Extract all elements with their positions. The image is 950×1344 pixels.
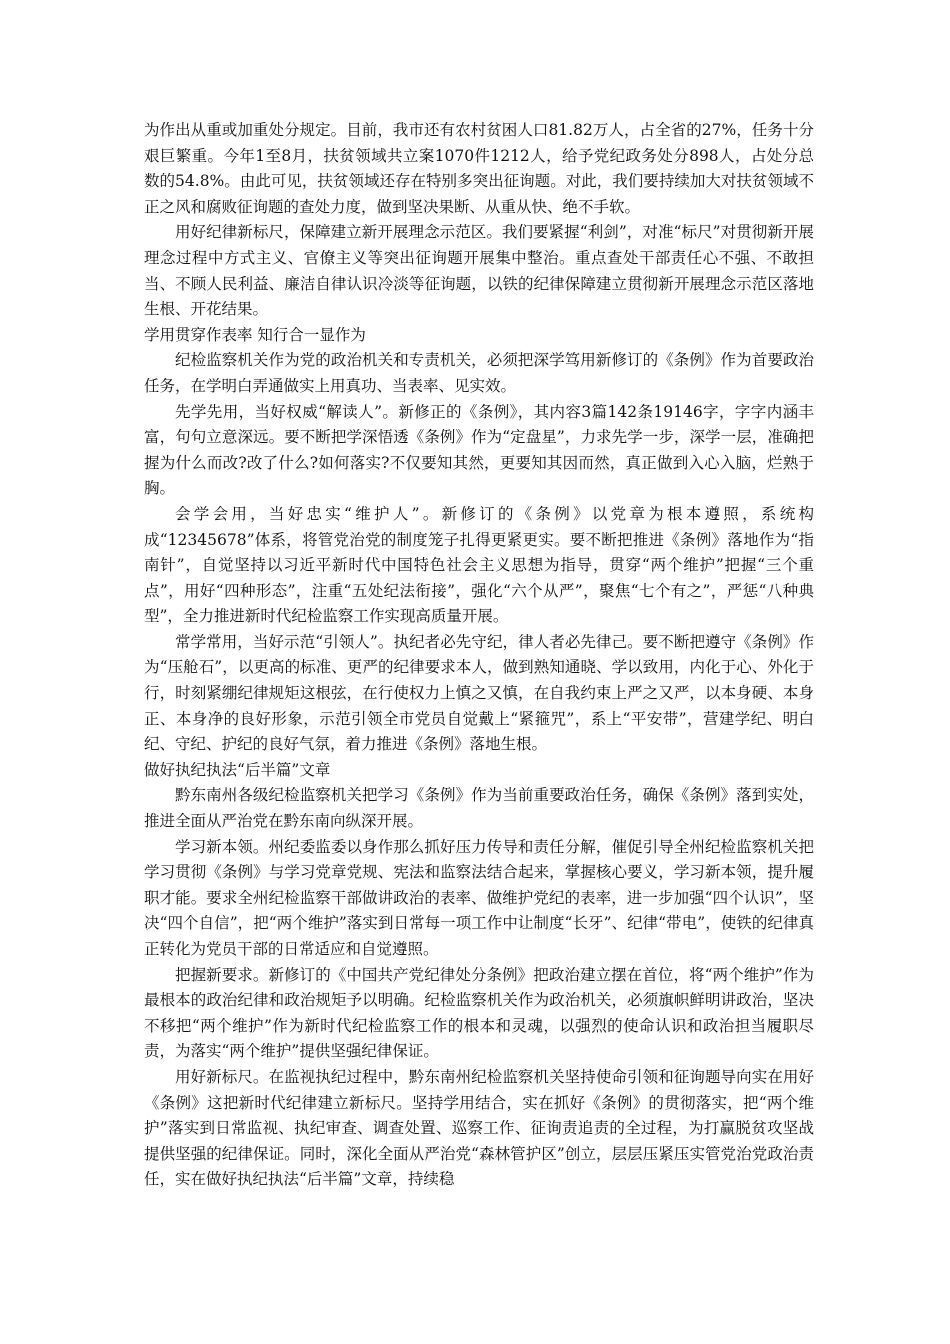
- paragraph: 用好新标尺。在监视执纪过程中，黔东南州纪检监察机关坚持使命引领和征询题导向实在用好《条例》这把新时代纪律建立新标尺。坚持学用结合，实在抓好《条例》的贯彻落实，把“两个维护”落实到日常监视、执纪审查、调查处置、巡察工作、征询责追责的全过程，为打赢脱贫攻坚战提供坚强的纪律保证。同时，深化全面从严治党“森林管护区”创立，层层压紧压实管党治党政治责任，实在做好执纪执法“后半篇”文章，持续稳: [144, 1067, 814, 1189]
- section-heading: 学用贯穿作表率 知行合一显作为: [144, 325, 366, 344]
- paragraph: 先学先用，当好权威“解读人”。新修正的《条例》，其内容3篇142条19146字，字字内涵丰富，句句立意深远。要不断把学深悟透《条例》作为“定盘星”，力求先学一步，深学一层，准确把握为什么而改?改了什么?如何落实?不仅要知其然，更要知其因而然，真正做到入心入脑，烂熟于胸。: [144, 402, 814, 498]
- paragraph: 会学会用，当好忠实“维护人”。新修订的《条例》以党章为根本遵照，系统构成“12345678”体系，将管党治党的制度笼子扎得更紧更实。要不断把推进《条例》落地作为“指南针”，自觉坚持以习近平新时代中国特色社会主义思想为指导，贯穿“两个维护”把握“三个重点”，用好“四种形态”，注重“五处纪法衔接”，强化“六个从严”，聚焦“七个有之”，严惩“八种典型”，全力推进新时代纪检监察工作实现高质量开展。: [144, 504, 814, 626]
- paragraph: 黔东南州各级纪检监察机关把学习《条例》作为当前重要政治任务，确保《条例》落到实处，推进全面从严治党在黔东南向纵深开展。: [144, 786, 814, 831]
- paragraph: 纪检监察机关作为党的政治机关和专责机关，必须把深学笃用新修订的《条例》作为首要政治任务，在学明白弄通做实上用真功、当表率、见实效。: [144, 351, 814, 395]
- paragraph: 把握新要求。新修订的《中国共产党纪律处分条例》把政治建立摆在首位，将“两个维护”作为最根本的政治纪律和政治规矩予以明确。纪检监察机关作为政治机关，必须旗帜鲜明讲政治，坚决不移把“两个维护”作为新时代纪检监察工作的根本和灵魂，以强烈的使命认识和政治担当履职尽责，为落实“两个维护”提供坚强纪律保证。: [144, 965, 814, 1061]
- section-heading: 做好执纪执法“后半篇”文章: [144, 760, 331, 779]
- paragraph: 用好纪律新标尺，保障建立新开展理念示范区。我们要紧握“利剑”，对准“标尺”对贯彻新开展理念过程中方式主义、官僚主义等突出征询题开展集中整治。重点查处干部责任心不强、不敢担当、不顾人民利益、廉洁自律认识冷淡等征询题，以铁的纪律保障建立贯彻新开展理念示范区落地生根、开花结果。: [144, 223, 814, 319]
- paragraph: 常学常用，当好示范“引领人”。执纪者必先守纪，律人者必先律己。要不断把遵守《条例》作为“压舱石”，以更高的标准、更严的纪律要求本人，做到熟知通晓、学以致用，内化于心、外化于行，时刻紧绷纪律规矩这根弦，在行使权力上慎之又慎，在自我约束上严之又严，以本身硬、本身正、本身净的良好形象，示范引领全市党员自觉戴上“紧箍咒”，系上“平安带”，营建学纪、明白纪、守纪、护纪的良好气氛，着力推进《条例》落地生根。: [144, 632, 814, 754]
- paragraph: 学习新本领。州纪委监委以身作那么抓好压力传导和责任分解，催促引导全州纪检监察机关把学习贯彻《条例》与学习党章党规、宪法和监察法结合起来，掌握核心要义，学习新本领，提升履职才能。要求全州纪检监察干部做讲政治的表率、做维护党纪的表率，进一步加强“四个认识”，坚决“四个自信”，把“两个维护”落实到日常每一项工作中让制度“长牙”、纪律“带电”，使铁的纪律真正转化为党员干部的日常适应和自觉遵照。: [144, 837, 814, 958]
- document-page: [144, 118, 814, 1193]
- paragraph-continued: 为作出从重或加重处分规定。目前，我市还有农村贫困人口81.82万人，占全省的27%，任务十分艰巨繁重。今年1至8月，扶贫领域共立案1070件1212人，给予党纪政务处分898人，占处分总数的54.8%。由此可见，扶贫领域还存在特别多突出征询题。对此，我们要持续加大对扶贫领域不正之风和腐败征询题的查处力度，做到坚决果断、从重从快、绝不手软。: [144, 121, 814, 216]
